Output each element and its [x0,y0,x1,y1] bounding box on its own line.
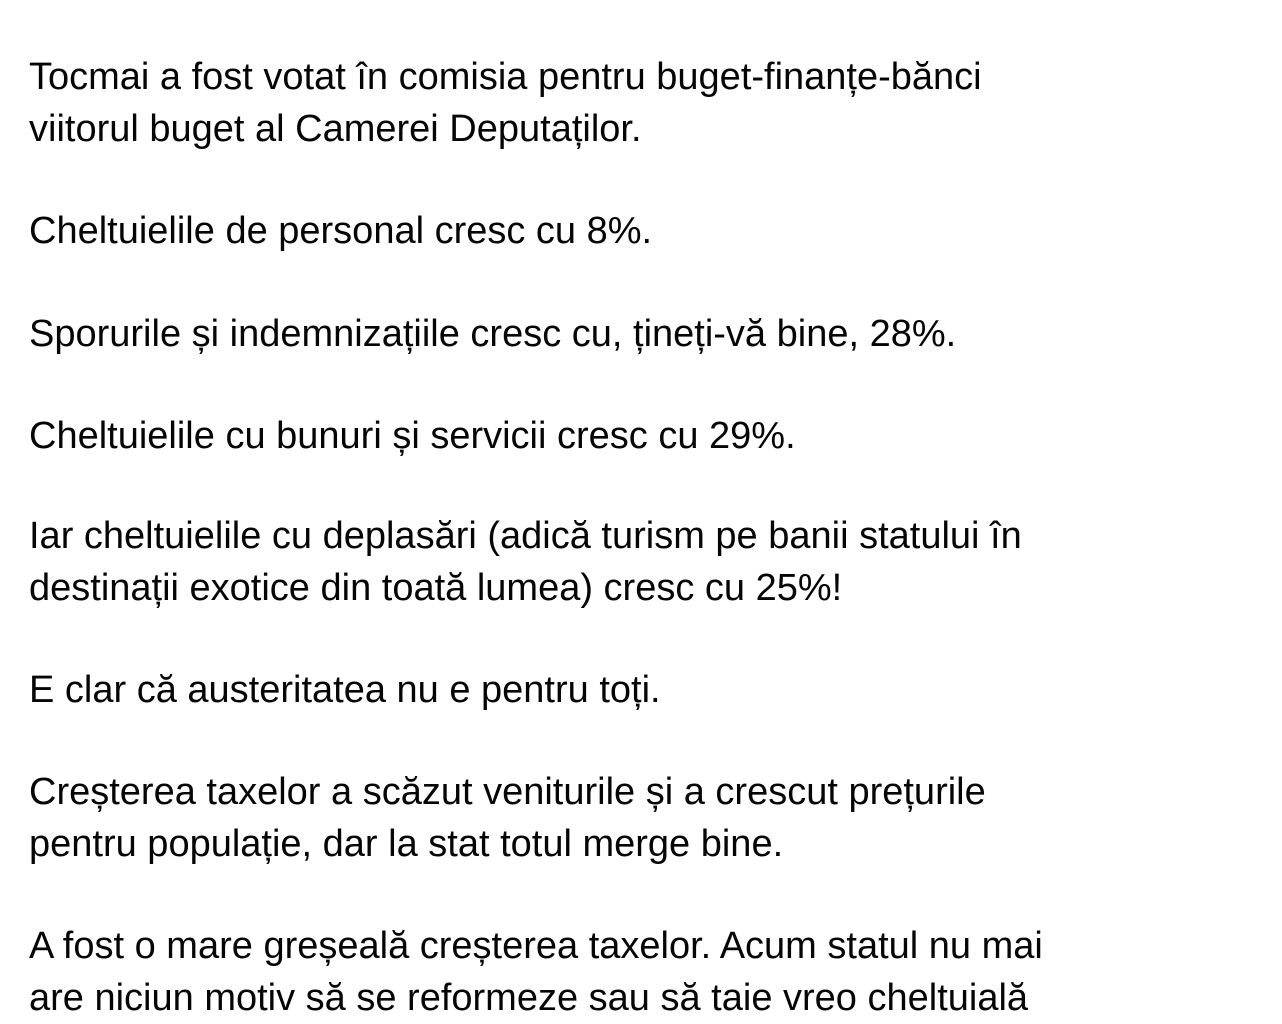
paragraph-goods-services [29,410,796,462]
paragraph-tax-effects [29,766,986,870]
paragraph-line: Sporurile și indemnizațiile cresc cu, țineți-vă bine, 28%. [29,313,957,355]
cropped-previous-line [0,0,1282,8]
paragraph-line: destinații exotice din toată lumea) cresc cu 25%! [29,567,843,609]
paragraph-line: E clar că austeritatea nu e pentru toți. [29,669,661,711]
paragraph-travel-costs [29,510,1022,614]
paragraph-line: pentru populație, dar la stat totul merge bine. [29,823,784,865]
paragraph-austerity [29,664,661,716]
paragraph-line: Tocmai a fost votat în comisia pentru buget-finanțe-bănci [29,56,982,98]
paragraph-line: Cheltuielile cu bunuri și servicii cresc cu 29%. [29,415,796,457]
paragraph-line: Cheltuielile de personal cresc cu 8%. [29,210,653,252]
paragraph-tax-mistake [29,920,1043,1024]
paragraph-line: viitorul buget al Camerei Deputaților. [29,108,642,150]
paragraph-personnel-costs [29,205,652,257]
paragraph-line: are niciun motiv să se reformeze sau să taie vreo cheltuială [29,977,1029,1019]
paragraph-bonuses [29,308,956,360]
paragraph-line: Creșterea taxelor a scăzut veniturile și a crescut prețurile [29,771,986,813]
paragraph-line: Iar cheltuielile cu deplasări (adică turism pe banii statului în [29,515,1022,557]
paragraph-budget-vote [29,51,982,155]
paragraph-line: A fost o mare greșeală creșterea taxelor. Acum statul nu mai [29,925,1043,967]
